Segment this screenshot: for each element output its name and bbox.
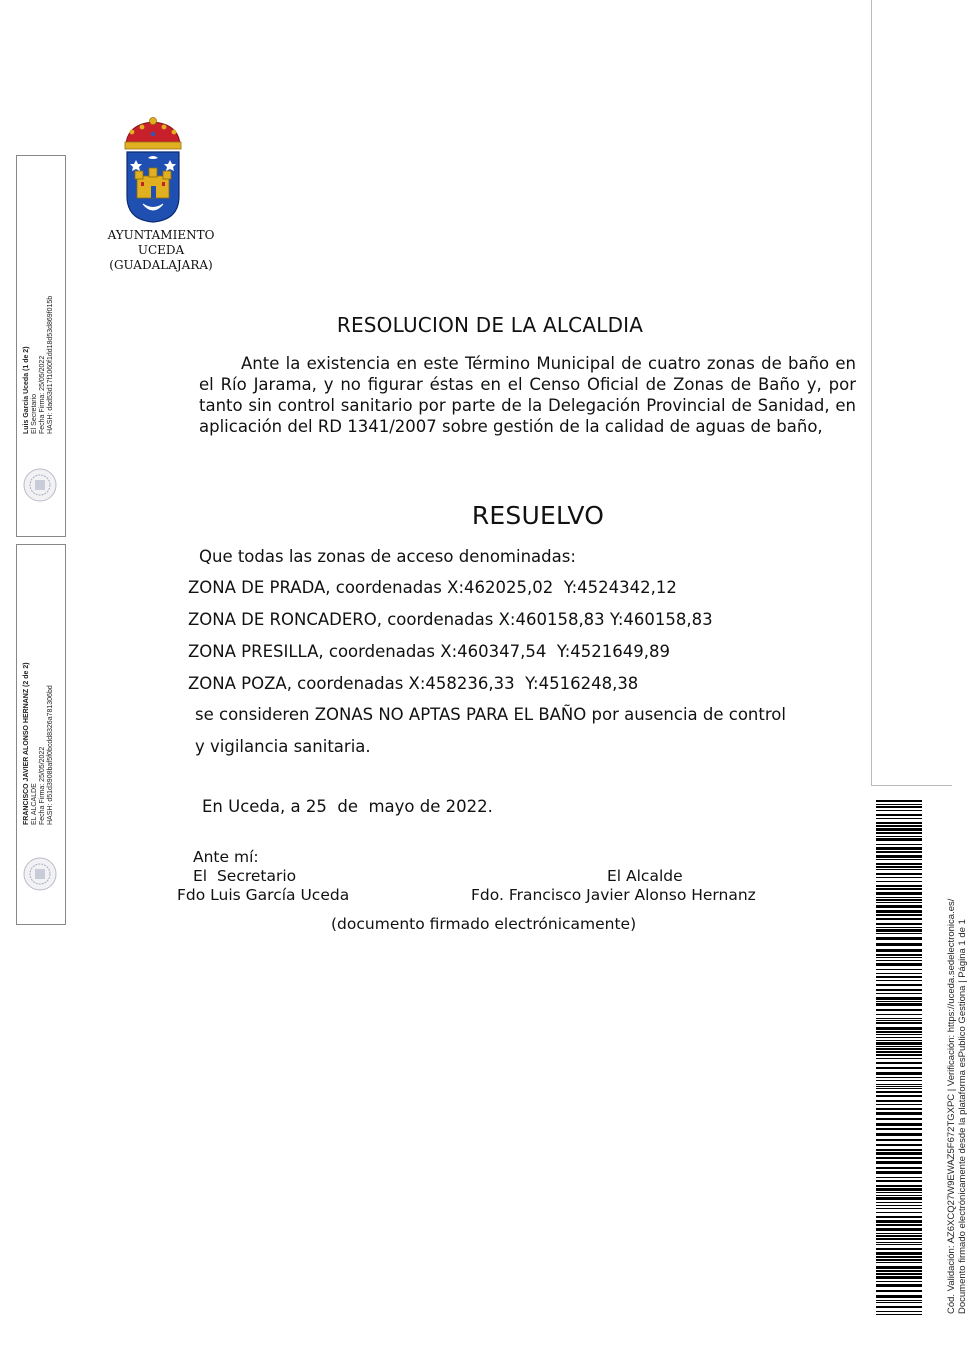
barcode-bar	[876, 1216, 922, 1218]
barcode-bar	[876, 888, 922, 890]
municipality-header	[96, 228, 226, 273]
barcode-bar	[876, 847, 922, 850]
signature-details	[23, 296, 55, 434]
barcode-bar	[876, 1167, 922, 1169]
page-edge-line	[871, 0, 872, 786]
barcode-bar	[876, 910, 922, 913]
barcode-bar	[876, 1205, 922, 1206]
document-title: RESOLUCION DE LA ALCALDIA	[336, 313, 644, 337]
place-date: En Uceda, a 25 de mayo de 2022.	[202, 797, 493, 816]
barcode-bar	[876, 897, 922, 898]
barcode-bar	[876, 1295, 922, 1298]
verification-text	[946, 899, 968, 1314]
signature-date: Fecha Firma: 25/05/2022	[39, 746, 46, 825]
barcode-bar	[876, 1051, 922, 1053]
barcode-bar	[876, 1062, 922, 1064]
barcode-bar	[876, 866, 922, 868]
barcode-bar	[876, 1281, 922, 1282]
barcode-bar	[876, 1022, 922, 1024]
barcode-bar	[876, 1302, 922, 1303]
barcode-bar	[876, 873, 922, 875]
barcode-bar	[876, 1306, 922, 1308]
mayor-name: Fdo. Francisco Javier Alonso Hernanz	[471, 886, 756, 904]
barcode-bar	[876, 993, 922, 994]
barcode-bar	[876, 1077, 922, 1078]
barcode-bar	[876, 1300, 922, 1301]
conclusion-line: se consideren ZONAS NO APTAS PARA EL BAÑO por ausencia de control	[195, 705, 786, 724]
barcode-bar	[876, 885, 922, 887]
barcode-bar	[876, 814, 922, 816]
barcode-bar	[876, 1020, 922, 1021]
barcode-bar	[876, 1014, 922, 1015]
barcode-bar	[876, 1208, 922, 1209]
barcode-bar	[876, 1046, 922, 1047]
barcode-bar	[876, 973, 922, 974]
barcode-bar	[876, 1123, 922, 1126]
barcode-bar	[876, 836, 922, 837]
barcode-bar	[876, 1180, 922, 1182]
barcode-bar	[876, 902, 922, 903]
barcode-bar	[876, 1054, 922, 1056]
barcode-bar	[876, 1157, 922, 1159]
barcode-bar	[876, 933, 922, 934]
signature-details	[23, 662, 55, 825]
signature-hash: HASH: d51d3908baf5f0bcdd8326a781306bd	[47, 685, 54, 825]
barcode-bar	[876, 1270, 922, 1272]
barcode-bar	[876, 1001, 922, 1002]
signer-name: FRANCISCO JAVIER ALONSO HERNANZ (2 de 2)	[23, 662, 30, 825]
barcode-bar	[876, 818, 922, 819]
barcode-bar	[876, 1212, 922, 1213]
signature-date: Fecha Firma: 25/05/2022	[39, 355, 46, 434]
verification-line: Cód. Validación: AZ6XCQ27W9EWAZ5F672TGXPC | Verificación: https://uceda.sedelectronica.es/	[946, 898, 957, 1314]
barcode-bar	[876, 844, 922, 845]
zone-item: ZONA DE PRADA, coordenadas X:462025,02 Y:4524342,12	[188, 578, 677, 597]
barcode-bar	[876, 1161, 922, 1164]
barcode-bar	[876, 1228, 922, 1231]
barcode-bar	[876, 929, 922, 932]
barcode-bar	[876, 838, 922, 841]
page-edge-line	[871, 785, 952, 786]
barcode-bar	[876, 1266, 922, 1269]
barcode-bar	[876, 1009, 922, 1011]
barcode-bar	[876, 851, 922, 853]
barcode-bar	[876, 1262, 922, 1263]
barcode-bar	[876, 1202, 922, 1203]
barcode-bar	[876, 1139, 922, 1141]
barcode-bar	[876, 980, 922, 981]
barcode-bar	[876, 927, 922, 928]
signature-box	[16, 544, 66, 925]
barcode-bar	[876, 1259, 922, 1261]
barcode-bar	[876, 1027, 922, 1030]
barcode-bar	[876, 825, 922, 827]
barcode-bar	[876, 1311, 922, 1312]
barcode-bar	[876, 960, 922, 961]
barcode-bar	[876, 1067, 922, 1069]
barcode-bar	[876, 1238, 922, 1240]
zones-lead: Que todas las zonas de acceso denominadas:	[199, 547, 576, 566]
header-line: UCEDA	[137, 243, 185, 257]
barcode-bar	[876, 822, 922, 824]
barcode-bar	[876, 1133, 922, 1136]
barcode-bar	[876, 1091, 922, 1093]
ante-mi-label: Ante mí:	[193, 848, 259, 866]
barcode-bar	[876, 1031, 922, 1033]
barcode-bar	[876, 943, 922, 946]
zone-item: ZONA DE RONCADERO, coordenadas X:460158,83 Y:460158,83	[188, 610, 713, 629]
barcode-bar	[876, 1095, 922, 1097]
barcode-bar	[876, 1086, 922, 1087]
barcode-bar	[876, 855, 922, 858]
barcode-bar	[876, 877, 922, 878]
barcode-bar	[876, 1171, 922, 1174]
header-line: (GUADALAJARA)	[109, 258, 213, 272]
barcode-bar	[876, 963, 922, 966]
barcode-bar	[876, 1177, 922, 1178]
barcode-bar	[876, 1112, 922, 1115]
barcode-bar	[876, 832, 922, 834]
barcode-bar	[876, 1235, 922, 1237]
header-line: AYUNTAMIENTO	[107, 228, 215, 242]
barcode-bar	[876, 1149, 922, 1151]
barcode-bar	[876, 1192, 922, 1193]
coat-of-arms-icon	[120, 116, 186, 226]
barcode-bar	[876, 918, 922, 920]
signer-role: El Secretario	[31, 393, 38, 434]
barcode-bar	[876, 957, 922, 958]
barcode-bar	[876, 1072, 922, 1075]
barcode-bar	[876, 1003, 922, 1006]
signer-role: EL ALCALDE	[31, 783, 38, 825]
barcode-bar	[876, 804, 922, 805]
barcode-bar	[876, 1256, 922, 1258]
barcode-bar	[876, 1224, 922, 1226]
conclusion-line: y vigilancia sanitaria.	[195, 737, 371, 756]
barcode-bar	[876, 976, 922, 978]
barcode-bar	[876, 1128, 922, 1130]
barcode-bar	[876, 1314, 922, 1315]
seal-icon	[21, 466, 59, 504]
barcode-bar	[876, 905, 922, 908]
signature-hash: HASH: dad53d17f1060f1dd18d53d869f015b	[47, 295, 54, 434]
barcode-bar	[876, 1034, 922, 1035]
barcode-bar	[876, 923, 922, 925]
barcode-bar	[876, 1048, 922, 1050]
barcode-bar	[876, 1273, 922, 1275]
secretary-name: Fdo Luis García Uceda	[177, 886, 350, 904]
signer-name: Luis García Uceda (1 de 2)	[23, 346, 30, 434]
secretary-role: El Secretario	[193, 867, 297, 885]
barcode-bar	[876, 1144, 922, 1146]
barcode-bar	[876, 1290, 922, 1292]
verification-line: Documento firmado electrónicamente desde la plataforma esPublico Gestiona | Página 1 de 1	[957, 919, 968, 1314]
resolution-heading: RESUELVO	[471, 501, 605, 530]
barcode-bar	[876, 1108, 922, 1110]
barcode-bar	[876, 1233, 922, 1234]
barcode-bar	[876, 863, 922, 865]
barcode-bar	[876, 899, 922, 901]
barcode-bar	[876, 800, 922, 802]
barcode-bar	[876, 1244, 922, 1245]
barcode-bar	[876, 954, 922, 956]
barcode-bar	[876, 1104, 922, 1105]
barcode-bar	[876, 1058, 922, 1059]
barcode-bar	[876, 1080, 922, 1081]
barcode-bar	[876, 984, 922, 986]
barcode-bar	[876, 869, 922, 870]
barcode-bar	[876, 810, 922, 811]
zone-item: ZONA PRESILLA, coordenadas X:460347,54 Y:4521649,89	[188, 642, 671, 661]
barcode-bar	[876, 806, 922, 808]
barcode-bar	[876, 1252, 922, 1255]
barcode-bar	[876, 949, 922, 952]
barcode-bar	[876, 989, 922, 991]
barcode-bar	[876, 1152, 922, 1155]
barcode	[876, 800, 922, 1315]
barcode-bar	[876, 937, 922, 940]
barcode-bar	[876, 997, 922, 1000]
barcode-bar	[876, 1197, 922, 1200]
barcode-bar	[876, 881, 922, 882]
seal-icon	[21, 855, 59, 893]
barcode-bar	[876, 1100, 922, 1102]
barcode-bar	[876, 1242, 922, 1243]
barcode-bar	[876, 1188, 922, 1191]
barcode-bar	[876, 1088, 922, 1089]
zone-item: ZONA POZA, coordenadas X:458236,33 Y:4516248,38	[188, 674, 639, 693]
barcode-bar	[876, 1185, 922, 1187]
intro-paragraph: Ante la existencia en este Término Municipal de cuatro zonas de baño en el Río Jarama, y no figurar éstas en el Censo Oficial de Zonas de Baño y, por tanto sin control sanitario por parte de la Delegación Provincial de Sanidad, en aplicación del RD 1341/2007 sobre gestión de la calidad de aguas de baño,	[199, 354, 856, 436]
barcode-bar	[876, 859, 922, 860]
barcode-bar	[876, 1276, 922, 1279]
barcode-bar	[876, 1220, 922, 1223]
barcode-bar	[876, 1284, 922, 1287]
barcode-bar	[876, 892, 922, 895]
barcode-bar	[876, 1118, 922, 1120]
barcode-bar	[876, 1248, 922, 1250]
barcode-bar	[876, 828, 922, 831]
barcode-bar	[876, 1195, 922, 1196]
mayor-role: El Alcalde	[607, 867, 683, 885]
barcode-bar	[876, 1018, 922, 1019]
barcode-bar	[876, 1084, 922, 1085]
barcode-bar	[876, 914, 922, 916]
electronic-signature-note: (documento firmado electrónicamente)	[331, 915, 637, 933]
barcode-bar	[876, 1037, 922, 1038]
barcode-bar	[876, 969, 922, 970]
signature-box	[16, 155, 66, 537]
barcode-bar	[876, 1040, 922, 1041]
barcode-bar	[876, 1042, 922, 1045]
